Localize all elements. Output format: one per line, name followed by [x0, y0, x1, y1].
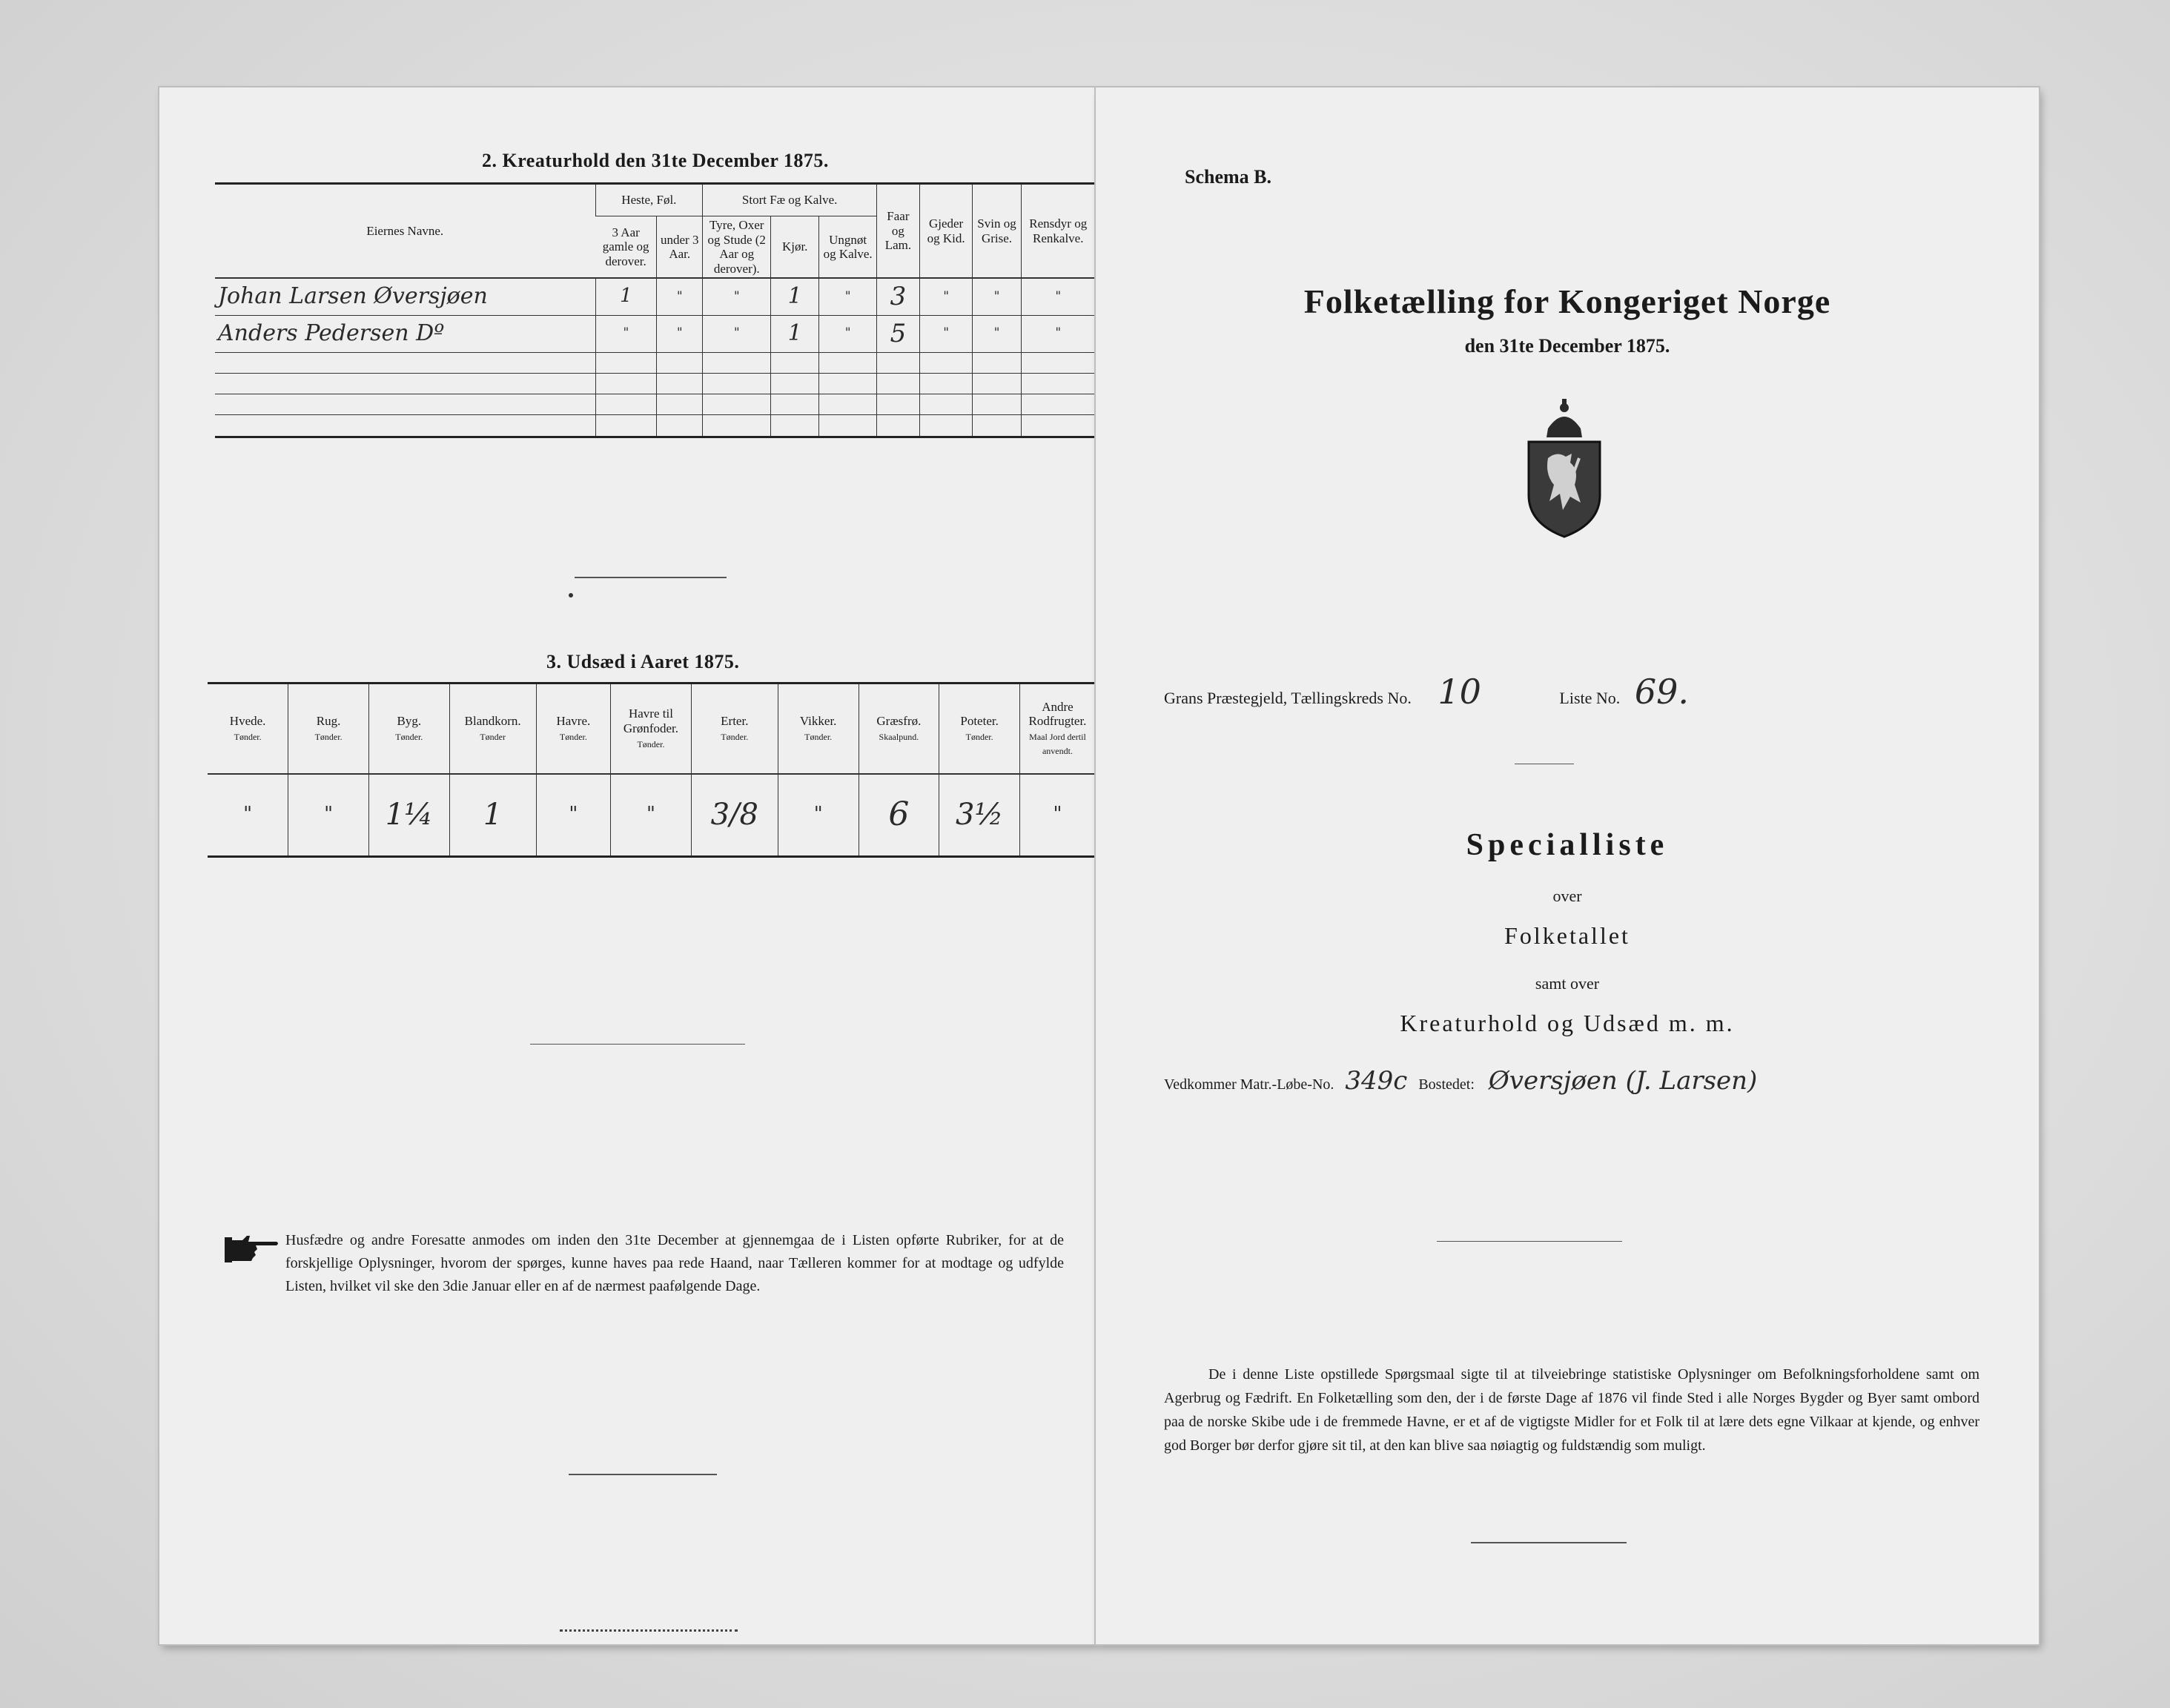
cell: 6: [859, 774, 939, 857]
header-vikker: Vikker. Tønder.: [778, 683, 859, 774]
notice-text: Husfædre og andre Foresatte anmodes om inden den 31te December at gjennemgaa de i Listen opførte Rubriker, for at de forskjellige Oplysninger, hvorom der spørges, kunne haves paa rede Haand, naar Tælleren kommer for at modtage og udfylde Listen, hvilket vil ske den 3die Januar eller en af de nærmest paafølgende Dage.: [285, 1232, 1064, 1294]
section3-title: 3. Udsæd i Aaret 1875.: [546, 651, 740, 672]
header-svin: Svin og Grise.: [973, 184, 1021, 279]
bostedet-value: Øversjøen (J. Larsen): [1488, 1066, 1758, 1096]
divider: [560, 1629, 738, 1632]
owner-name: Johan Larsen Øversjøen: [215, 278, 595, 315]
specialliste-title: Specialliste: [1466, 828, 1669, 862]
header-heste-3aar: 3 Aar gamle og derover.: [595, 216, 657, 279]
header-rug: Rug. Tønder.: [288, 683, 369, 774]
divider: [569, 1474, 717, 1475]
header-faar: Faar og Lam.: [877, 184, 920, 279]
header-blandkorn: Blandkorn. Tønder: [449, 683, 536, 774]
header-hvede: Hvede. Tønder.: [208, 683, 288, 774]
cell: ": [1019, 774, 1095, 857]
cell: ": [819, 315, 877, 352]
header-poteter: Poteter. Tønder.: [939, 683, 1020, 774]
cell: ": [657, 278, 703, 315]
kreaturhold-label: Kreaturhold og Udsæd m. m.: [1400, 1010, 1735, 1036]
cell: 1: [771, 278, 819, 315]
prestegjeld-label: Grans Præstegjeld,: [1164, 689, 1288, 707]
location-line: [1164, 672, 1689, 712]
header-kjor: Kjør.: [771, 216, 819, 279]
cell: ": [611, 774, 692, 857]
cell: ": [819, 278, 877, 315]
liste-label: Liste No.: [1559, 689, 1621, 707]
cell: ": [595, 315, 657, 352]
cell: 1¼: [368, 774, 449, 857]
table-row: [215, 278, 1095, 315]
schema-label: Schema B.: [1185, 166, 1271, 188]
folketallet-label: Folketallet: [1504, 922, 1630, 949]
left-page: [159, 87, 1095, 1644]
header-graesfro: Græsfrø. Skaalpund.: [859, 683, 939, 774]
cell: ": [703, 315, 771, 352]
section2-title: 2. Kreaturhold den 31te December 1875.: [482, 150, 829, 171]
header-heste: Heste, Føl.: [595, 184, 703, 216]
matr-label: Vedkommer Matr.-Løbe-No.: [1164, 1076, 1334, 1093]
main-title: Folketælling for Kongeriget Norge: [1303, 282, 1831, 320]
table-row: [215, 394, 1095, 414]
divider: [1471, 1542, 1627, 1543]
livestock-table: [215, 182, 1095, 438]
table-row: [215, 414, 1095, 437]
header-erter: Erter. Tønder.: [691, 683, 778, 774]
cell: ": [208, 774, 288, 857]
header-byg: Byg. Tønder.: [368, 683, 449, 774]
matr-value: 349c: [1345, 1066, 1408, 1096]
liste-value: 69.: [1634, 672, 1689, 712]
owner-name: Anders Pedersen Dº: [215, 315, 595, 352]
right-page: [1096, 87, 2039, 1644]
cell: ": [703, 278, 771, 315]
table-row: [215, 352, 1095, 373]
cell: ": [657, 315, 703, 352]
header-heste-under3: under 3 Aar.: [657, 216, 703, 279]
cell: ": [1021, 278, 1095, 315]
cell: ": [288, 774, 369, 857]
header-gronfoder: Havre til Grønfoder. Tønder.: [611, 683, 692, 774]
cell: 5: [877, 315, 920, 352]
coat-of-arms-icon: [1518, 399, 1610, 538]
divider: [575, 577, 727, 578]
header-stort: Stort Fæ og Kalve.: [703, 184, 877, 216]
table-row: [215, 373, 1095, 394]
cell: ": [973, 278, 1021, 315]
ink-dot: [569, 593, 573, 598]
divider: [530, 1044, 745, 1045]
samt-over-label: samt over: [1535, 974, 1600, 993]
cell: ": [919, 278, 973, 315]
header-rodfrugter: Andre Rodfrugter. Maal Jord dertil anvendt.: [1019, 683, 1095, 774]
cell: 3: [877, 278, 920, 315]
seed-table: [208, 682, 1095, 858]
table-row: [208, 774, 1095, 857]
header-tyre: Tyre, Oxer og Stude (2 Aar og derover).: [703, 216, 771, 279]
cell: 3/8: [691, 774, 778, 857]
cell: 1: [771, 315, 819, 352]
over-label: over: [1552, 887, 1582, 905]
cell: ": [973, 315, 1021, 352]
header-owner: Eiernes Navne.: [215, 184, 595, 279]
cell: 3½: [939, 774, 1020, 857]
cell: ": [536, 774, 610, 857]
cell: 1: [595, 278, 657, 315]
cell: ": [778, 774, 859, 857]
bostedet-label: Bostedet:: [1418, 1076, 1475, 1093]
pointing-hand-icon: [222, 1233, 281, 1264]
divider: [1437, 1241, 1622, 1242]
kreds-value: 10: [1438, 672, 1481, 712]
kreds-label: Tællingskreds No.: [1291, 689, 1412, 707]
census-date: den 31te December 1875.: [1464, 335, 1670, 357]
table-row: [215, 315, 1095, 352]
cell: 1: [449, 774, 536, 857]
header-rensdyr: Rensdyr og Renkalve.: [1021, 184, 1095, 279]
header-gjeder: Gjeder og Kid.: [919, 184, 973, 279]
header-ungnot: Ungnøt og Kalve.: [819, 216, 877, 279]
cell: ": [919, 315, 973, 352]
address-line: [1164, 1066, 1757, 1096]
explanation-paragraph: De i denne Liste opstillede Spørgsmaal sigte til at tilveiebringe statistiske Oplysninger om Befolkningsforholdene samt om Agerbrug og Fædrift. En Folketælling som den, der i de første Dage af 1876 vil finde Sted i alle Norges Bygder og Byer samt ombord paa de norske Skibe ude i de fremmede Havne, er et af de vigtigste Midler for et Folk til at lære dets egne Vilkaar at kjende, og enhver god Borger bør derfor gjøre sit til, at den kan blive saa nøiagtig og fuldstændig som muligt.: [1164, 1366, 1979, 1454]
header-havre: Havre. Tønder.: [536, 683, 610, 774]
cell: ": [1021, 315, 1095, 352]
